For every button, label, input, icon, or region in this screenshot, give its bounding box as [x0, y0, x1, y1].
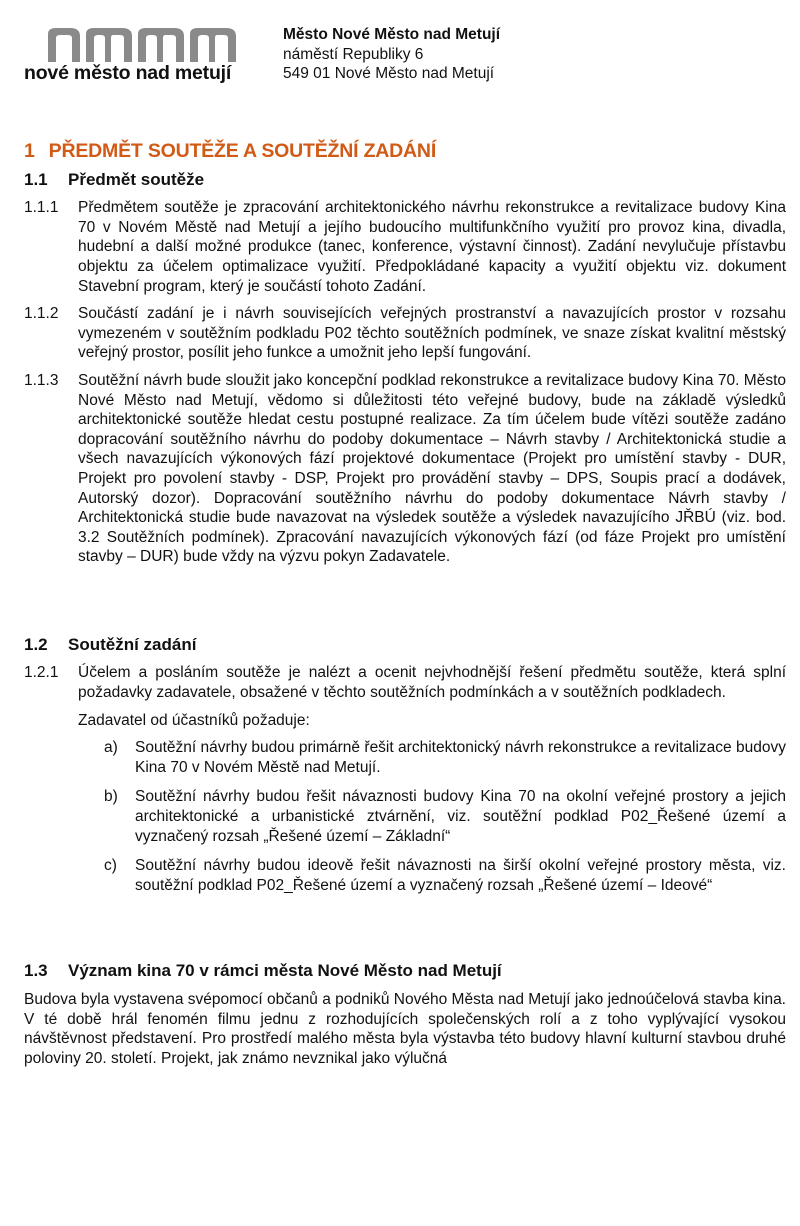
section-number: 1.1 — [24, 169, 48, 189]
section-heading-1-3 — [24, 961, 786, 981]
section-title: Soutěžní zadání — [68, 634, 197, 654]
paragraph-1-1-3 — [24, 371, 786, 567]
list-marker: a) — [104, 739, 118, 757]
section-number: 1.2 — [24, 634, 48, 654]
paragraph-1-1-1 — [24, 198, 786, 296]
section-title: Význam kina 70 v rámci města Nové Město nad Metují — [68, 961, 502, 981]
town-logo — [24, 22, 254, 92]
paragraph-text: Součástí zadání je i návrh souvisejících veřejných prostranství a navazujících prostor v rozsahu vymezeném v soutěžním podkladu P02 těchto soutěžních podmínek, ve snaze získat kvalitní městský veřejný prostor, posílit jeho funkce a umožnit jeho lepší fungování. — [78, 305, 786, 362]
logo-text: nové město nad metují — [24, 62, 232, 84]
logo-mark-icon — [48, 28, 248, 62]
sender-city: 549 01 Nové Město nad Metují — [283, 65, 495, 82]
chapter-heading — [24, 142, 786, 162]
paragraph-text: Předmětem soutěže je zpracování architektonického návrhu rekonstrukce a revitalizace budovy Kina 70 v Novém Městě nad Metují a jejího budoucího multifunkčního využití pro provoz kina, divadla, hudební a další možné produkce (tanec, konference, výstavní činnost). Zadání nevylučuje přístavbu objektu za účelem optimalizace využití. Předpokládané kapacity a využití objektu viz. dokument Stavební program, který je součástí tohoto Zadání. — [78, 199, 786, 295]
list-item — [104, 738, 786, 777]
paragraph-1-1-2 — [24, 304, 786, 363]
section-heading-1-1 — [24, 170, 786, 190]
paragraph-text: Účelem a posláním soutěže je nalézt a ocenit nejvhodnější řešení předmětu soutěže, která splní požadavky zadavatele, obsažené v těchto soutěžních podmínkách a v soutěžních podkladech. — [78, 664, 786, 702]
document-body — [24, 142, 786, 1068]
paragraph-number: 1.1.3 — [24, 371, 59, 389]
paragraph-1-3: Budova byla vystavena svépomocí občanů a podniků Nového Města nad Metují jako jednoúčelová stavba kina. V té době hrál fenomén filmu jednu z rozhodujících společenských rolí a z toho vyplývající vysokou návštěvnost představení. Pro prostředí malého města byla výstavba této budovy hlavní kulturní stavbou druhé poloviny 20. století. Projekt, jak známo nevznikal jako výlučná — [24, 991, 786, 1067]
paragraph-number: 1.1.1 — [24, 199, 59, 217]
list-item-text: Soutěžní návrhy budou primárně řešit architektonický návrh rekonstrukce a revitalizace budovy Kina 70 v Novém Městě nad Metují. — [135, 739, 786, 776]
list-marker: c) — [104, 857, 117, 875]
sender-street: náměstí Republiky 6 — [283, 45, 424, 63]
list-item-text: Soutěžní návrhy budou řešit návaznosti budovy Kina 70 na okolní veřejné prostory a jejich architektonické a urbanistické ztvárnění, viz. soutěžní podklad P02_Řešené území a vyznačený rozsah „Řešené území – Základní“ — [135, 788, 786, 845]
list-item-text: Soutěžní návrhy budou ideově řešit návaznosti na širší okolní veřejné prostory města, viz. soutěžní podklad P02_Řešené území a vyznačený rozsah „Řešené území – Ideové“ — [135, 857, 786, 894]
paragraph-1-2-1 — [24, 663, 786, 702]
paragraph-number: 1.1.2 — [24, 305, 59, 323]
list-item — [104, 787, 786, 846]
section-heading-1-2 — [24, 635, 786, 655]
paragraph-number: 1.2.1 — [24, 664, 59, 682]
list-item — [104, 856, 786, 895]
chapter-number: 1 — [24, 140, 35, 162]
section-title: Předmět soutěže — [68, 169, 205, 189]
requirements-intro: Zadavatel od účastníků požaduje: — [78, 711, 310, 729]
letterhead — [0, 0, 800, 110]
paragraph-text: Soutěžní návrh bude sloužit jako koncepční podklad rekonstrukce a revitalizace budovy Kina 70. Město Nové Město nad Metují, vědomo si důležitosti této veřejné budovy, bude na základě výsledků architektonické soutěže hledat cestu postupné realizace. Za tím účelem bude vítězi soutěže zadáno dopracování soutěžního návrhu do podoby dokumentace – Návrh stavby / Architektonická studie a všech navazujících výkonových fází projektové dokumentace (Projekt pro umístění stavby - DUR, Projekt pro povolení stavby - DSP, Projekt pro provádění stavby – DPS, Soupis prací a dodávek, Autorský dozor). Dopracování soutěžního návrhu do podoby dokumentace Návrh stavby / Architektonická studie bude navazovat na výsledek soutěže a výsledek navazujícího JŘBÚ (viz. bod. 3.2 Soutěžních podmínek). Zpracování navazujících výkonových fází (od fáze Projekt pro umístění stavby – DUR) bude vždy na výzvu pokyn Zadavatele. — [78, 371, 786, 566]
sender-name: Město Nové Město nad Metují — [283, 26, 501, 43]
section-number: 1.3 — [24, 961, 48, 981]
list-marker: b) — [104, 788, 118, 806]
sender-address — [283, 25, 500, 84]
chapter-title: PŘEDMĚT SOUTĚŽE A SOUTĚŽNÍ ZADÁNÍ — [48, 140, 437, 162]
